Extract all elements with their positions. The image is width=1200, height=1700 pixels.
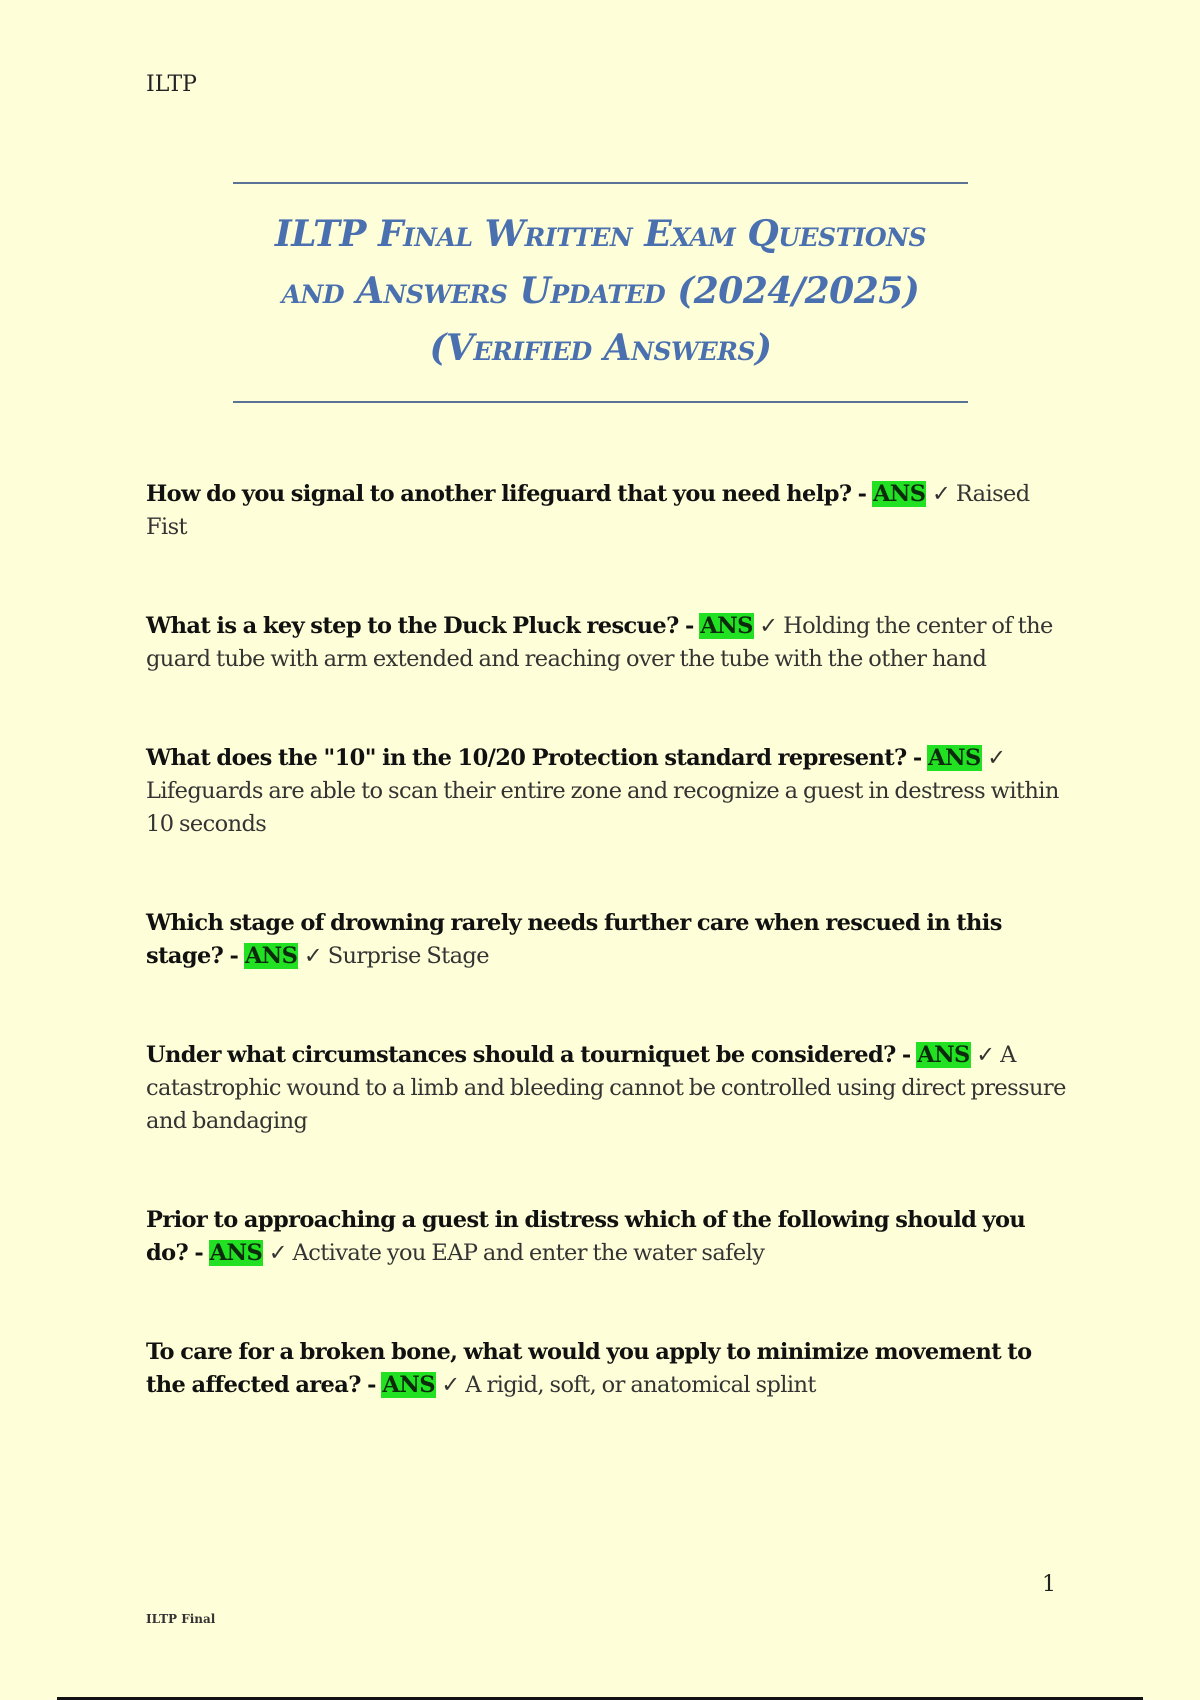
question-text: What does the "10" in the 10/20 Protection standard represent? - bbox=[146, 745, 922, 771]
title-bottom-rule bbox=[233, 401, 968, 403]
ans-badge: ANS bbox=[382, 1372, 435, 1398]
checkmark-icon: ✓ bbox=[976, 1042, 995, 1068]
page-number: 1 bbox=[1042, 1572, 1056, 1597]
ans-badge: ANS bbox=[917, 1042, 970, 1068]
checkmark-icon: ✓ bbox=[303, 943, 323, 969]
checkmark-icon: ✓ bbox=[441, 1372, 460, 1398]
qa-item bbox=[146, 610, 1066, 676]
ans-badge: ANS bbox=[928, 745, 981, 771]
answer-text: A rigid, soft, or anatomical splint bbox=[465, 1372, 816, 1398]
title-line-2: and Answers Updated (2024/2025) bbox=[281, 270, 920, 312]
question-text: Which stage of drowning rarely needs further care when rescued in this stage? - bbox=[146, 910, 1002, 969]
title-line-1: ILTP Final Written Exam Questions bbox=[274, 213, 927, 255]
question-text: Prior to approaching a guest in distress which of the following should you do? - bbox=[146, 1207, 1026, 1266]
qa-item bbox=[146, 1204, 1066, 1270]
qa-item bbox=[146, 478, 1066, 544]
checkmark-icon: ✓ bbox=[932, 481, 951, 507]
question-text: What is a key step to the Duck Pluck rescue? - bbox=[146, 613, 694, 639]
checkmark-icon: ✓ bbox=[759, 613, 778, 639]
qa-item bbox=[146, 1336, 1066, 1402]
qa-item bbox=[146, 1039, 1066, 1138]
answer-text: Holding the center of the guard tube with arm extended and reaching over the tube with the other hand bbox=[146, 613, 1053, 672]
question-text: To care for a broken bone, what would you apply to minimize movement to the affected area? - bbox=[146, 1339, 1032, 1398]
question-text: Under what circumstances should a tourniquet be considered? - bbox=[146, 1042, 911, 1068]
ans-badge: ANS bbox=[244, 943, 298, 969]
answer-text: Raised Fist bbox=[146, 481, 1030, 540]
answer-text: Surprise Stage bbox=[327, 943, 489, 969]
ans-badge: ANS bbox=[872, 481, 926, 507]
checkmark-icon: ✓ bbox=[987, 745, 1006, 771]
answer-text: A catastrophic wound to a limb and bleeding cannot be controlled using direct pressure and bandaging bbox=[146, 1042, 1066, 1134]
ans-badge: ANS bbox=[209, 1240, 263, 1266]
answer-text: Activate you EAP and enter the water safely bbox=[292, 1240, 765, 1266]
title-top-rule bbox=[233, 182, 968, 184]
qa-item bbox=[146, 742, 1066, 841]
qa-list bbox=[146, 478, 1066, 1402]
answer-text: Lifeguards are able to scan their entire zone and recognize a guest in destress within 10 seconds bbox=[146, 778, 1059, 837]
question-text: How do you signal to another lifeguard that you need help? - bbox=[146, 481, 867, 507]
checkmark-icon: ✓ bbox=[268, 1240, 287, 1266]
running-header: ILTP bbox=[146, 72, 197, 97]
title-block bbox=[233, 182, 968, 403]
ans-badge: ANS bbox=[700, 613, 753, 639]
running-footer: ILTP Final bbox=[146, 1612, 216, 1626]
document-title bbox=[233, 206, 968, 377]
title-line-3: (Verified Answers) bbox=[429, 327, 772, 369]
qa-item bbox=[146, 907, 1066, 973]
